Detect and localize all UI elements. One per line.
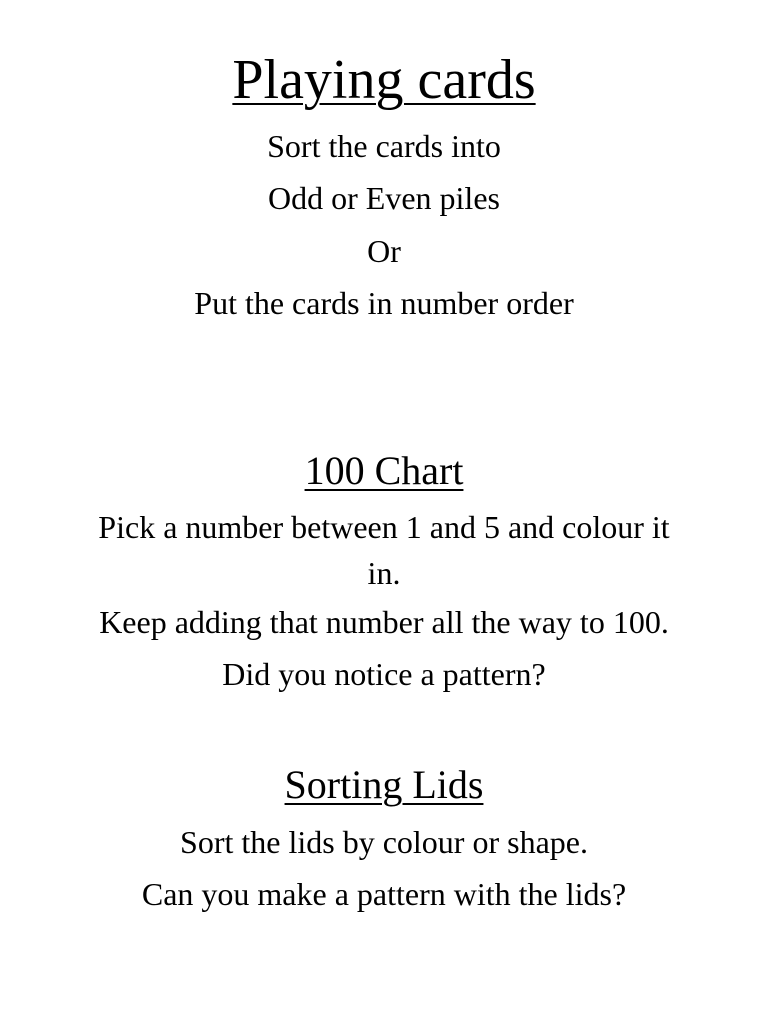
section-line: Pick a number between 1 and 5 and colour it xyxy=(98,509,670,545)
section-line: Sort the cards into xyxy=(267,128,501,164)
section-line: Odd or Even piles xyxy=(268,180,500,216)
section-title-100-chart: 100 Chart xyxy=(304,448,464,493)
section-line: Put the cards in number order xyxy=(194,285,574,321)
section-line: Or xyxy=(367,233,401,269)
section-line: Did you notice a pattern? xyxy=(222,656,546,692)
section-title-sorting-lids: Sorting Lids xyxy=(284,762,484,807)
section-title-playing-cards: Playing cards xyxy=(232,49,536,111)
section-line: Keep adding that number all the way to 100. xyxy=(99,604,669,640)
section-line: Can you make a pattern with the lids? xyxy=(141,876,627,912)
section-line: Sort the lids by colour or shape. xyxy=(180,824,588,860)
section-line: in. xyxy=(367,555,401,591)
